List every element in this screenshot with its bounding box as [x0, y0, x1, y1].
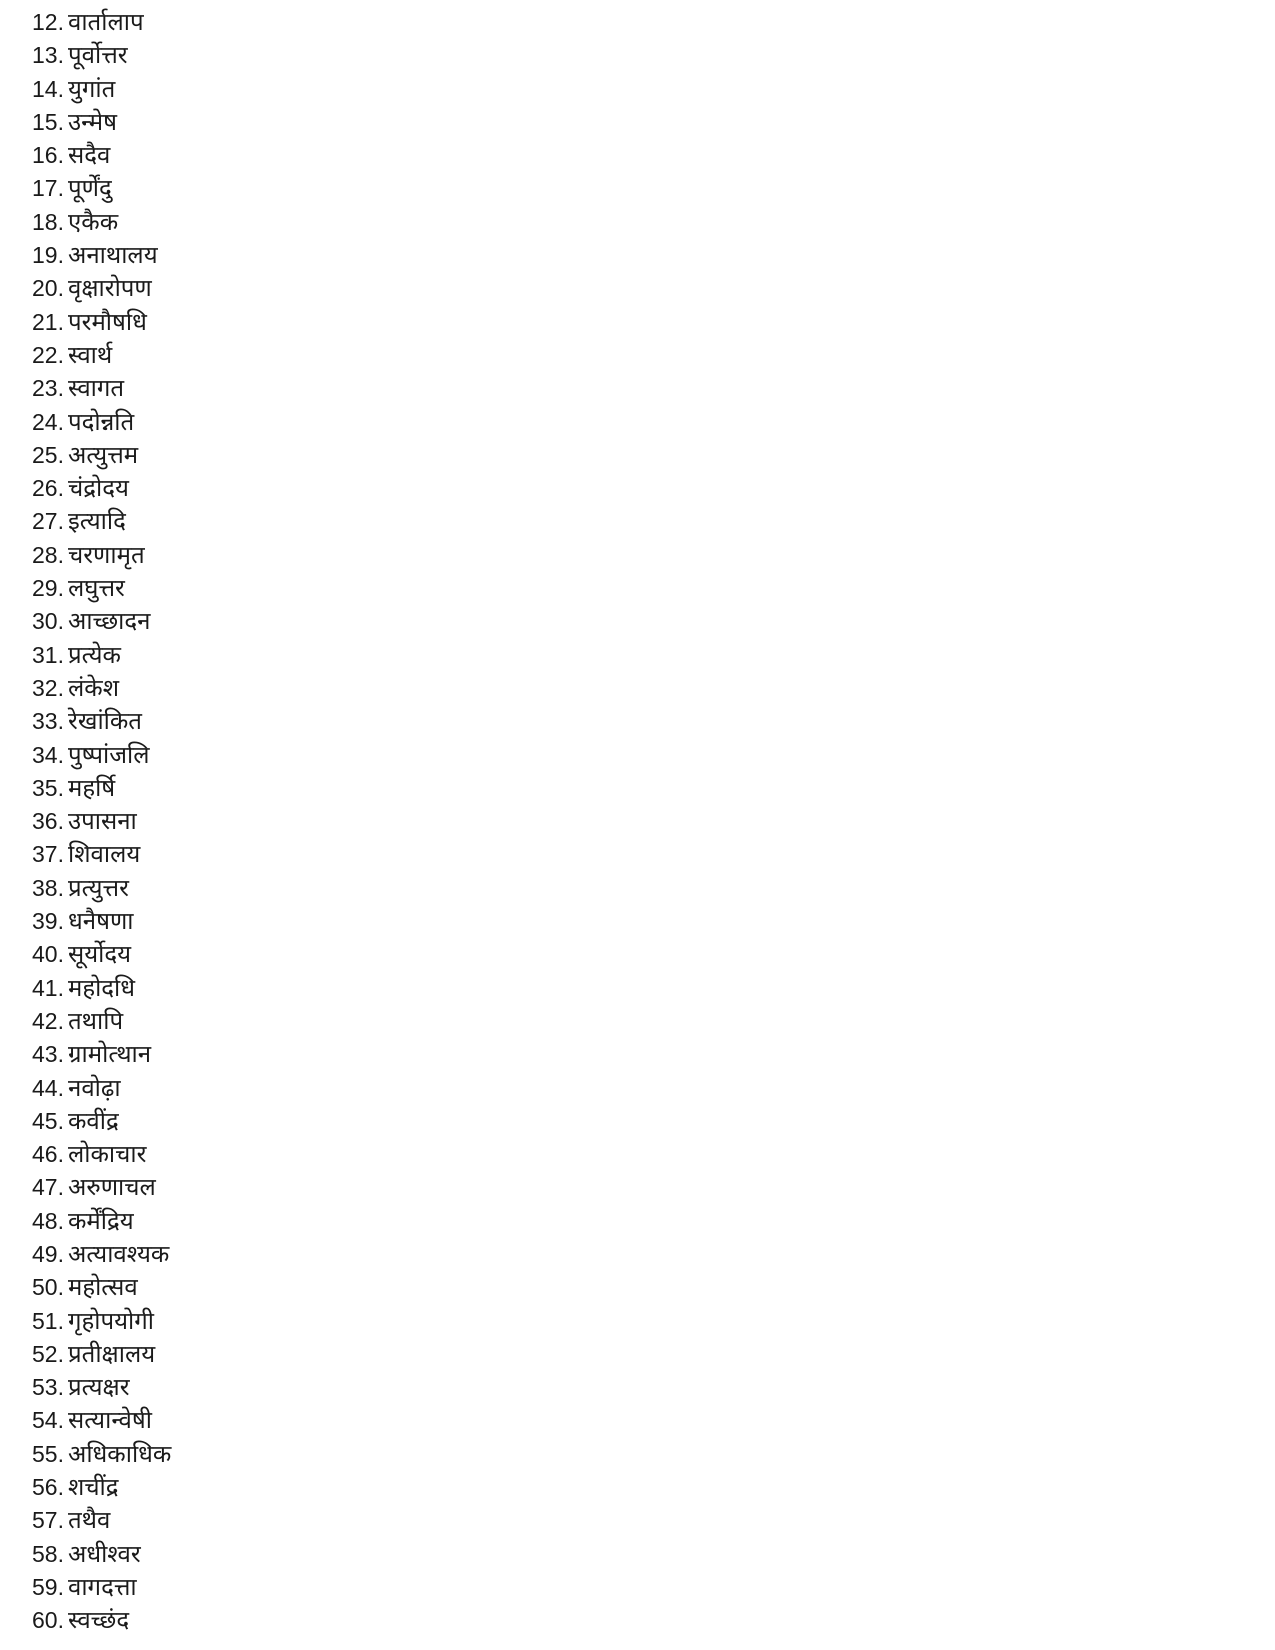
- item-number: 29.: [32, 575, 64, 602]
- item-number: 44.: [32, 1074, 64, 1101]
- list-item: [0, 1538, 600, 1571]
- item-word: वागदत्ता: [68, 1572, 137, 1601]
- item-number: 22.: [32, 341, 64, 368]
- list-item: [0, 1205, 600, 1238]
- list-item: [0, 1504, 600, 1537]
- item-word: युगांत: [68, 74, 116, 103]
- item-word: वृक्षारोपण: [68, 274, 152, 303]
- list-item: [0, 1271, 600, 1304]
- item-number: 50.: [32, 1274, 64, 1301]
- item-word: महर्षि: [68, 773, 116, 802]
- item-number: 37.: [32, 841, 64, 868]
- list-item: [0, 339, 600, 372]
- list-item: [0, 705, 600, 738]
- list-item: [0, 1105, 600, 1138]
- list-item: [0, 406, 600, 439]
- list-item: [0, 1138, 600, 1171]
- list-item: [0, 1238, 600, 1271]
- list-item: [0, 972, 600, 1005]
- item-number: 40.: [32, 941, 64, 968]
- item-word: अधीश्वर: [68, 1539, 141, 1568]
- item-word: प्रत्युत्तर: [68, 873, 129, 902]
- item-word: लोकाचार: [68, 1140, 147, 1169]
- item-number: 23.: [32, 375, 64, 402]
- item-word: शचींद्र: [68, 1473, 119, 1502]
- list-item: [0, 505, 600, 538]
- item-word: अत्यावश्यक: [68, 1239, 170, 1268]
- item-number: 26.: [32, 475, 64, 502]
- list-item: [0, 1005, 600, 1038]
- item-word: लंकेश: [68, 673, 120, 702]
- item-word: सदैव: [68, 141, 111, 170]
- list-item: [0, 239, 600, 272]
- item-number: 60.: [32, 1607, 64, 1634]
- item-word: महोदधि: [68, 973, 136, 1002]
- item-number: 52.: [32, 1340, 64, 1367]
- item-word: पुष्पांजलि: [68, 740, 150, 769]
- list-item: [0, 206, 600, 239]
- item-number: 42.: [32, 1007, 64, 1034]
- item-word: चरणामृत: [68, 540, 145, 569]
- item-number: 24.: [32, 408, 64, 435]
- item-number: 19.: [32, 242, 64, 269]
- list-item: [0, 605, 600, 638]
- item-number: 27.: [32, 508, 64, 535]
- list-item: [0, 1404, 600, 1437]
- list-item: [0, 1338, 600, 1371]
- list-item: [0, 139, 600, 172]
- item-number: 15.: [32, 108, 64, 135]
- item-word: प्रत्येक: [68, 640, 121, 669]
- item-word: एकैक: [68, 207, 119, 236]
- item-number: 58.: [32, 1540, 64, 1567]
- list-item: [0, 938, 600, 971]
- list-item: [0, 872, 600, 905]
- item-word: अनाथालय: [68, 241, 158, 270]
- item-number: 55.: [32, 1440, 64, 1467]
- item-word: अत्युत्तम: [68, 440, 139, 469]
- list-item: [0, 6, 600, 39]
- item-word: उन्मेष: [68, 107, 118, 136]
- item-number: 20.: [32, 275, 64, 302]
- item-number: 51.: [32, 1307, 64, 1334]
- list-item: [0, 1072, 600, 1105]
- item-word: प्रतीक्षालय: [68, 1339, 156, 1368]
- item-number: 13.: [32, 42, 64, 69]
- item-number: 18.: [32, 208, 64, 235]
- item-number: 59.: [32, 1573, 64, 1600]
- item-number: 47.: [32, 1174, 64, 1201]
- item-word: शिवालय: [68, 840, 141, 869]
- list-item: [0, 1305, 600, 1338]
- item-word: इत्यादि: [68, 507, 126, 536]
- item-word: रेखांकित: [68, 707, 142, 736]
- item-number: 17.: [32, 175, 64, 202]
- list-item: [0, 272, 600, 305]
- list-item: [0, 39, 600, 72]
- item-number: 32.: [32, 674, 64, 701]
- list-item: [0, 1571, 600, 1604]
- list-item: [0, 372, 600, 405]
- numbered-word-list: [0, 6, 600, 1638]
- item-word: महोत्सव: [68, 1273, 138, 1302]
- item-word: उपासना: [68, 807, 137, 836]
- item-word: चंद्रोदय: [68, 474, 129, 503]
- item-word: आच्छादन: [68, 607, 151, 636]
- list-item: [0, 739, 600, 772]
- item-number: 36.: [32, 808, 64, 835]
- item-number: 16.: [32, 142, 64, 169]
- item-number: 43.: [32, 1041, 64, 1068]
- item-word: स्वार्थ: [68, 340, 113, 369]
- list-item: [0, 306, 600, 339]
- list-item: [0, 1604, 600, 1637]
- item-number: 12.: [32, 9, 64, 35]
- item-number: 30.: [32, 608, 64, 635]
- list-item: [0, 172, 600, 205]
- list-item: [0, 1438, 600, 1471]
- item-number: 25.: [32, 441, 64, 468]
- list-item: [0, 106, 600, 139]
- item-number: 21.: [32, 308, 64, 335]
- list-item: [0, 1038, 600, 1071]
- item-number: 49.: [32, 1240, 64, 1267]
- item-word: धनैषणा: [68, 907, 134, 936]
- list-item: [0, 73, 600, 106]
- list-item: [0, 838, 600, 871]
- item-word: गृहोपयोगी: [68, 1306, 154, 1335]
- item-number: 39.: [32, 908, 64, 935]
- item-number: 14.: [32, 75, 64, 102]
- item-word: परमौषधि: [68, 307, 147, 336]
- list-item: [0, 1371, 600, 1404]
- item-number: 46.: [32, 1141, 64, 1168]
- item-word: सत्यान्वेषी: [68, 1406, 152, 1435]
- item-number: 33.: [32, 708, 64, 735]
- list-item: [0, 672, 600, 705]
- item-word: तथैव: [68, 1506, 111, 1535]
- item-number: 54.: [32, 1407, 64, 1434]
- item-word: ग्रामोत्थान: [68, 1040, 152, 1069]
- list-item: [0, 805, 600, 838]
- item-number: 48.: [32, 1207, 64, 1234]
- item-word: प्रत्यक्षर: [68, 1373, 130, 1402]
- item-word: स्वागत: [68, 374, 125, 403]
- item-word: लघुत्तर: [68, 574, 125, 603]
- item-number: 53.: [32, 1374, 64, 1401]
- item-word: वार्तालाप: [68, 8, 144, 36]
- item-number: 35.: [32, 774, 64, 801]
- item-word: स्वच्छंद: [68, 1606, 130, 1635]
- item-word: अधिकाधिक: [68, 1439, 172, 1468]
- item-number: 38.: [32, 874, 64, 901]
- item-number: 45.: [32, 1107, 64, 1134]
- item-word: तथापि: [68, 1006, 124, 1035]
- list-item: [0, 1171, 600, 1204]
- item-number: 34.: [32, 741, 64, 768]
- item-number: 56.: [32, 1474, 64, 1501]
- list-item: [0, 639, 600, 672]
- item-number: 28.: [32, 541, 64, 568]
- item-number: 41.: [32, 974, 64, 1001]
- list-item: [0, 905, 600, 938]
- list-item: [0, 772, 600, 805]
- list-item: [0, 1471, 600, 1504]
- item-word: कर्मेंद्रिय: [68, 1206, 134, 1235]
- list-item: [0, 439, 600, 472]
- item-word: कवींद्र: [68, 1106, 119, 1135]
- item-word: नवोढ़ा: [68, 1073, 121, 1102]
- item-word: पूर्णेंदु: [68, 174, 112, 203]
- item-word: अरुणाचल: [68, 1173, 156, 1202]
- list-item: [0, 572, 600, 605]
- item-word: सूर्योदय: [68, 940, 132, 969]
- list-item: [0, 472, 600, 505]
- list-item: [0, 539, 600, 572]
- item-number: 57.: [32, 1507, 64, 1534]
- item-word: पूर्वोत्तर: [68, 41, 128, 70]
- item-word: पदोन्नति: [68, 407, 135, 436]
- item-number: 31.: [32, 641, 64, 668]
